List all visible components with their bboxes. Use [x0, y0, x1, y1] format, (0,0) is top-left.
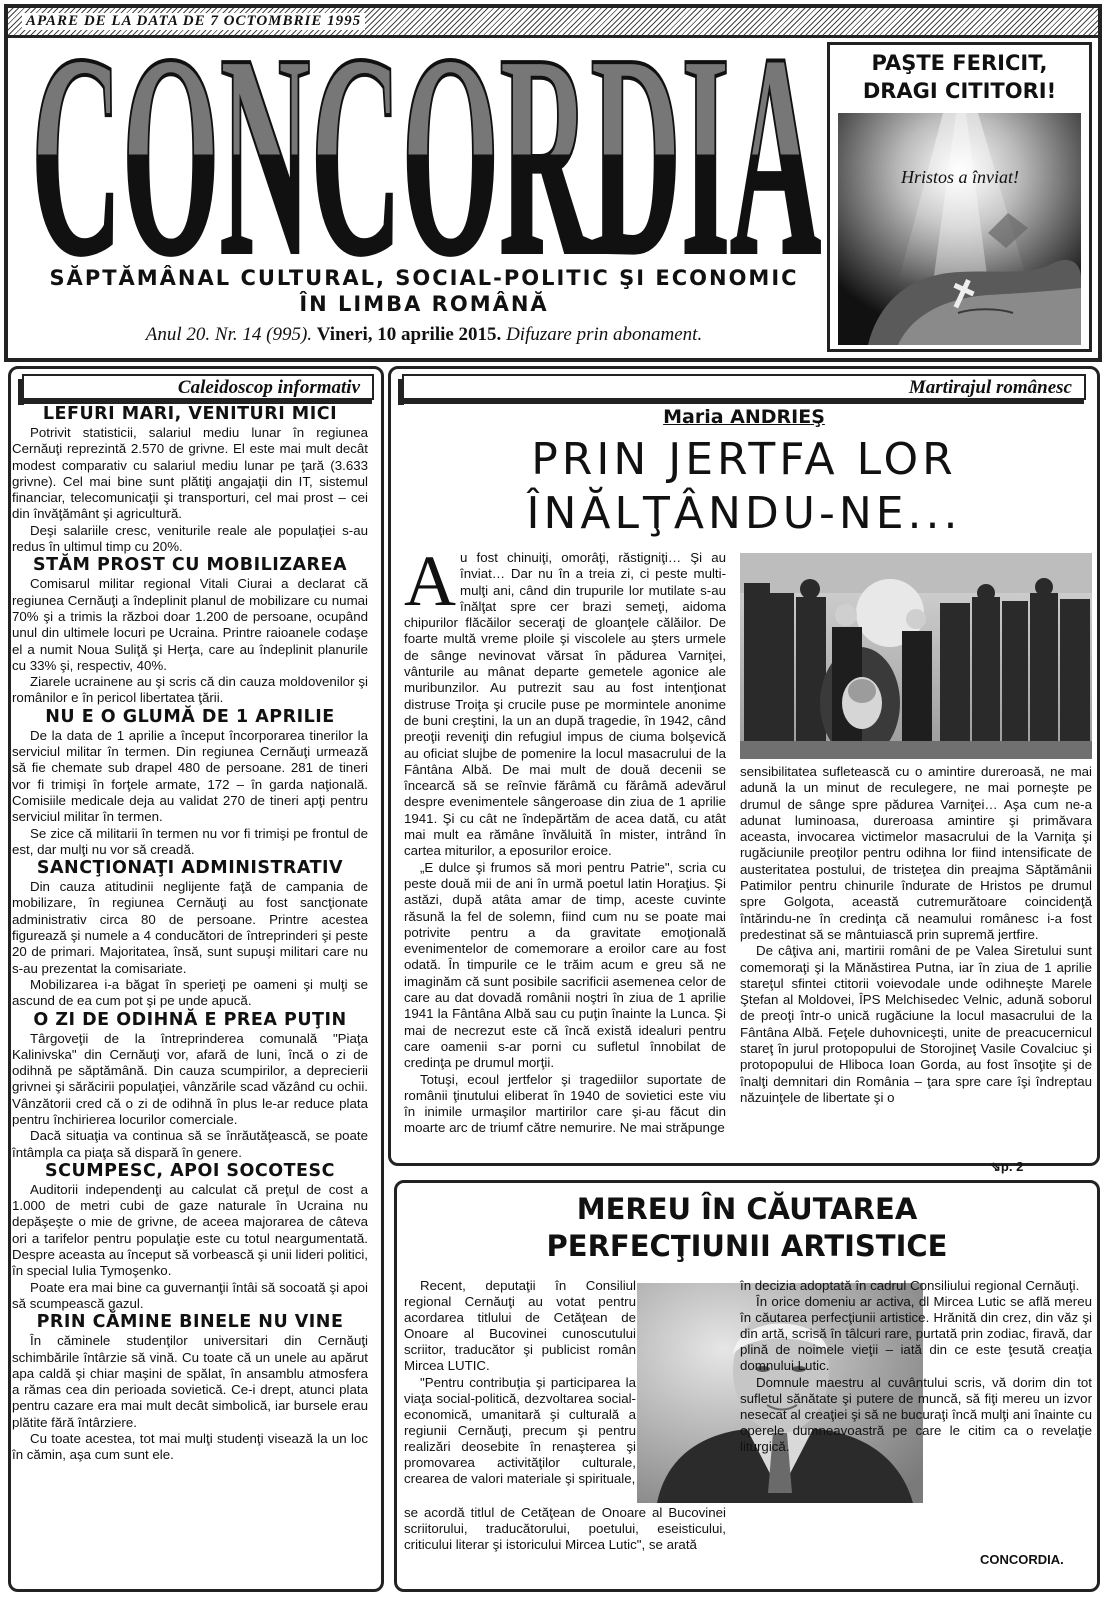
- article-paragraph: în decizia adoptată în cadrul Consiliului regional Cernăuţi.: [740, 1278, 1080, 1293]
- second-article-title-line-2: PERFECŢIUNII ARTISTICE: [546, 1229, 948, 1263]
- section-bar-martirajul: [402, 374, 1086, 400]
- since-text: APARE DE LA DATA DE 7 OCTOMBRIE 1995: [22, 13, 365, 30]
- article-signature: CONCORDIA.: [980, 1552, 1064, 1567]
- article-paragraph: În orice domeniu ar activa, dl Mircea Lutic se află mereu în căutarea perfecţiunii artistice. Hrănită din crez, din văz şi din artă, scrisă în tâlcuri rare, purtată prin zodiac, firavă, dar plină de noimele vieţii – iată din ce este ţesută creaţia domnului Lutic.: [740, 1294, 1092, 1374]
- easter-image-caption: Hristos a înviat!: [900, 167, 1020, 187]
- subtitle-line-1: SĂPTĂMÂNAL CULTURAL, SOCIAL-POLITIC ŞI ECONOMIC: [49, 266, 799, 290]
- section-bar-caleidoscop: [22, 374, 374, 400]
- section-title: Caleidoscop informativ: [177, 377, 360, 398]
- news-paragraph: Poate era mai bine ca guvernanţii întâi să socoată şi apoi să scumpească gazul.: [12, 1279, 368, 1311]
- article-author: Maria ANDRIEŞ: [663, 406, 825, 428]
- second-article-column-2: [740, 1278, 1092, 1455]
- issue-distribution: Difuzare prin abonament.: [506, 324, 703, 345]
- news-item: [12, 1010, 368, 1161]
- main-article-column-2: [740, 764, 1092, 1106]
- article-paragraph: Totuşi, ecoul jertfelor şi tragediilor suportate de românii ţinutului eliberat în 1940 de sovietici este viu în inimile urmaşilor martirilor care şi-au făcut din moarte arc de triumf către nemurire. Ne mai străpunge: [404, 1071, 726, 1136]
- news-paragraph: Din cauza atitudinii neglijente faţă de campania de mobilizare, în regiunea Cernăuţi au fost sancţionate administrativ circa 80 de persoane. Printre acestea figurează şi numele a 4 conducători de întreprinderi şi peste 20 de primari. Majoritatea, însă, sunt supuşi militari care nu s-au prezentat la comisariate.: [12, 879, 368, 976]
- article-paragraph: De câţiva ani, martirii români de pe Valea Siretului sunt comemoraţi şi la Mănăstirea Putna, iar în ziua de 1 aprilie stareţul sfintei ctitorii voievodale unde odihneşte Marele Ştefan al Moldovei, ÎPS Melchisedec Velnic, adună soborul de preoţi într-o unică rugăciune la locul masacrului de la Fântâna Albă. Feţele duhovniceşti, unite de preacucernicul stareţ în jurul protopopului de Storojineţ Vasile Covalciuc şi protopopului de Hliboca Ioan Gorda, au fost însoţite şi de înalţi demnitari din România – ţara spre care îşi îndreptau năzuinţele de libertate şi o: [740, 943, 1092, 1105]
- news-paragraph: Se zice că militarii în termen nu vor fi trimişi pe frontul de est, dar mulţi nu vor să creadă.: [12, 825, 368, 857]
- news-paragraph: Mobilizarea i-a băgat în sperieţi pe oameni şi mulţi se ascund de ea cum pot şi pe unde apucă.: [12, 976, 368, 1009]
- easter-greeting-line-1: PAŞTE FERICIT,: [871, 51, 1048, 75]
- drop-cap: A: [404, 541, 456, 621]
- news-paragraph: Târgoveţii de la întreprinderea comunală "Piaţa Kalinivska" din Cernăuţi vor, afară de luni, încă o zi de odihnă pe săptămână. Din cauza scumpirilor, a deprecierii grivnei şi sărăcirii populaţiei, vânzările scad văzând cu ochii. Vânzătorii cred că o zi de odihnă în plus le-ar reduce plata pentru închirierea locurilor comerciale.: [12, 1030, 368, 1127]
- news-paragraph: Deşi salariile cresc, veniturile reale ale populaţiei s-au redus în ultimul timp cu 20%.: [12, 522, 368, 555]
- news-headline: SANCŢIONAŢI ADMINISTRATIV: [36, 858, 344, 879]
- news-paragraph: În căminele studenţilor universitari din Cernăuţi schimbările întârzie să vină. Cu toate că un unele au apărut apa caldă şi chiar maşini de spălat, în ansamblu atmosfera a rămas cea din perioada sovietică. Ce-i drept, atunci plata pentru cazare era mai mult decât simbolică, iar bursele erau plătite fără întârziere.: [12, 1333, 368, 1430]
- news-headline: LEFURI MARI, VENITURI MICI: [42, 404, 338, 424]
- news-headline: STĂM PROST CU MOBILIZAREA: [32, 555, 348, 576]
- article-paragraph: sensibilitatea sufletească cu o amintire dureroasă, ne mai adună la un minut de reculegere, ne mai porneşte pe drumul de sânge spre pădurea Varniţei… Aşa cum ne-a adunat luminoasa, dureroasa amintire şi primăvara aceasta, invocarea victimelor masacrului de la Varniţa şi rugăciunile preoţilor pentru odihna lor fiind intensificate de austeritatea postului, de tristeţea din preajma Săptămânii Patimilor pentru chinurile îndurate de Hristos pe drumul spre Golgota, această cutremurătoare coincidenţă întărindu-ne în credinţa că neamului românesc i-a fost predestinat să se mântuiască prin supremă jertfire.: [740, 764, 1092, 942]
- news-item: [12, 1161, 368, 1312]
- issue-info: [18, 324, 830, 346]
- continued-label: p. 2: [1000, 1159, 1024, 1174]
- news-headline: NU E O GLUMĂ DE 1 APRILIE: [45, 706, 335, 727]
- news-headline: O ZI DE ODIHNĂ E PREA PUŢIN: [33, 1009, 347, 1030]
- news-paragraph: Ziarele ucrainene au şi scris că din cauza moldovenilor şi românilor e în pericol libertatea ţării.: [12, 674, 368, 706]
- news-paragraph: Potrivit statisticii, salariul mediu lunar în regiunea Cernăuţi reprezintă 2.570 de grivne. El este mai mult decât modest comparativ cu salariul mediu lunar pe ţară (3.633 grivne). Cel mai bine sunt plătiţi angajaţii din IT, sistemul financiar, telecomunicaţii şi transporturi, cel mai prost – cei din învăţământ şi agricultură.: [12, 425, 368, 522]
- news-paragraph: Dacă situaţia va continua să se înrăutăţească, se poate întâmpla ca piaţa să dispară în genere.: [12, 1128, 368, 1160]
- main-article-column-1: [404, 541, 726, 1137]
- news-item: [12, 404, 368, 555]
- news-item: [12, 707, 368, 858]
- logo-title: CONCORDIA: [31, 34, 821, 266]
- article-headline-line-2: ÎNĂLŢÂNDU-NE...: [526, 488, 962, 539]
- news-column: [12, 404, 368, 1464]
- continued-on-page[interactable]: [990, 1159, 1023, 1175]
- news-paragraph: Auditorii independenţi au calculat că preţul de cost a 1.000 de metri cubi de gaze naturale în Ucraina nu depăşeşte o mie de grivne, de aceea majorarea de câteva ori a tarifelor pentru populaţie este cu totul neargumentată. Despre aceasta au început să vorbească şi unii lideri politici, în special Iulia Tymoşenko.: [12, 1181, 368, 1279]
- second-article-title-line-1: MEREU ÎN CĂUTAREA: [576, 1192, 918, 1226]
- easter-greeting-box: [827, 42, 1092, 352]
- article-paragraph: Domnule maestru al cuvântului scris, vă dorim din tot sufletul sănătate şi putere de muncă, să fiţi mereu un izvor nesecat al creaţiei şi să ne bucuraţi încă mulţi ani înainte cu operele dumneavoastră pe care le citim ca o revelaţie liturgică.: [740, 1374, 1092, 1454]
- article-paragraph: "Pentru contribuţia şi participarea la viaţa social-politică, dezvoltarea social-economică, umanitară şi culturală a regiunii Cernăuţi, precum şi pentru realizări deosebite în renaşterea şi promovarea activităţilor culturale, crearea de valori materiale şi spirituale,: [404, 1374, 636, 1487]
- section-title: Martirajul românesc: [908, 377, 1072, 398]
- second-article-column-1: [404, 1278, 636, 1487]
- commemoration-photo: [740, 553, 1092, 759]
- second-article-column-1-tail: se acordă titlul de Cetăţean de Onoare al Bucovinei scriitorului, traducătorului, poetului, eseisticului, criticului literar şi istoricului Mircea Lutic", se arată: [404, 1505, 726, 1553]
- article-paragraph-text: u fost chinuiţi, omorâţi, răstigniţi… Şi au înviat… Dar nu în a treia zi, ci peste multi-mulţi ani, când din trupurile lor mutilate s-au înălţat spre cer brazi semeţi, aidoma chipurilor flăcăilor seceraţi de gloanţele călăilor. De foarte multă vreme ploile şi viscolele au şters urmele de sânge nevinovat vărsat în pădurea Varniţei, vânturile au mânat departe gemetele agonice ale muribunzilor. Au putrezit sau au fost intenţionat distruse Troiţa şi crucile puse pe mormintele anonime de buni creştini, la un an după tragedie, în 1942, când preoţii reveniţi din refugiul impus de ciuma bolşevică au oficiat slujbe de pomenire la locul masacrului de la Fântâna Albă. De mai mult de două decenii se încearcă să se reînvie fărâmă cu fărâmă adevărul despre evenimentele sângeroase din ziua de 1 aprilie 1941. Şi cu cât ne îndepărtăm de acea dată, cu atât mai mult ea rămâne învăluită în mister, intrând în cartea miturilor, a eposurilor eroice.: [404, 550, 726, 859]
- article-paragraph: Recent, deputaţii în Consiliul regional Cernăuţi au votat pentru acordarea titlului de Cetăţean de Onoare al Bucovinei cunoscutului scriitor, traducător şi publicist român Mircea LUTIC.: [404, 1278, 636, 1374]
- article-headline-line-1: PRIN JERTFA LOR: [531, 434, 957, 485]
- easter-greeting-line-2: DRAGI CITITORI!: [862, 79, 1057, 103]
- news-item: [12, 1312, 368, 1463]
- article-paragraph: [404, 541, 726, 860]
- easter-image: [838, 113, 1081, 345]
- news-paragraph: De la data de 1 aprilie a început încorporarea tinerilor la serviciul militar în termen. Din regiunea Cernăuţi urmează să fie chemate sub drapel 480 de persoane. 281 de tineri vor fi trimişi în forţele armate, 172 – în garda naţională. Comisiile medicale deja au validat 270 de tineri apţi pentru serviciul militar în termen.: [12, 727, 368, 825]
- news-item: [12, 555, 368, 706]
- article-paragraph: „E dulce şi frumos să mori pentru Patrie", scria cu peste două mii de ani în urmă poetul latin Horaţius. Şi astăzi, după atâta amar de timp, aceste cuvinte răsună la fel de solemn, fiind cum nu se poate mai potrivite pentru a da gravitate emoţională evenimentelor de comemorare a eroilor care au fost odată. În timpurile ce le trăim acum e greu să ne imaginăm că sunt posibile sacrificii asemenea celor de care au dat dovadă românii noştri în ziua de 1 aprilie 1941 la Fântâna Albă sau cu puţin înainte la Lunca. Şi mai de necrezut este că încă există idealuri pentru care oamenii s-ar porni cu sufletul înnobilat de credinţa pe drumul morţii.: [404, 859, 726, 1071]
- issue-date: Vineri, 10 aprilie 2015.: [316, 324, 502, 345]
- news-headline: PRIN CĂMINE BINELE NU VINE: [36, 1312, 344, 1333]
- subtitle-line-2: ÎN LIMBA ROMÂNĂ: [299, 292, 549, 316]
- news-paragraph: Cu toate acestea, tot mai mulţi studenţi visează la un loc în cămin, aşa cum sunt ele.: [12, 1431, 368, 1463]
- news-headline: SCUMPESC, APOI SOCOTESC: [45, 1160, 335, 1181]
- arrow-icon: ⇘: [990, 1159, 1001, 1174]
- newspaper-logo: [26, 34, 826, 266]
- news-paragraph: Comisarul militar regional Vitali Ciurai a declarat că regiunea Cernăuţi a îndeplinit planul de mobilizare cu numai 70% şi a trimis la război doar 1.200 de persoane, ocupând unul din ultimele locuri pe Ucraina. Printre raioanele codaşe el a numit Noua Suliţă şi Herţa, care au îndeplinit planurile cu 33% şi, respectiv, 40%.: [12, 576, 368, 673]
- issue-number: Anul 20. Nr. 14 (995).: [145, 324, 313, 345]
- news-item: [12, 858, 368, 1009]
